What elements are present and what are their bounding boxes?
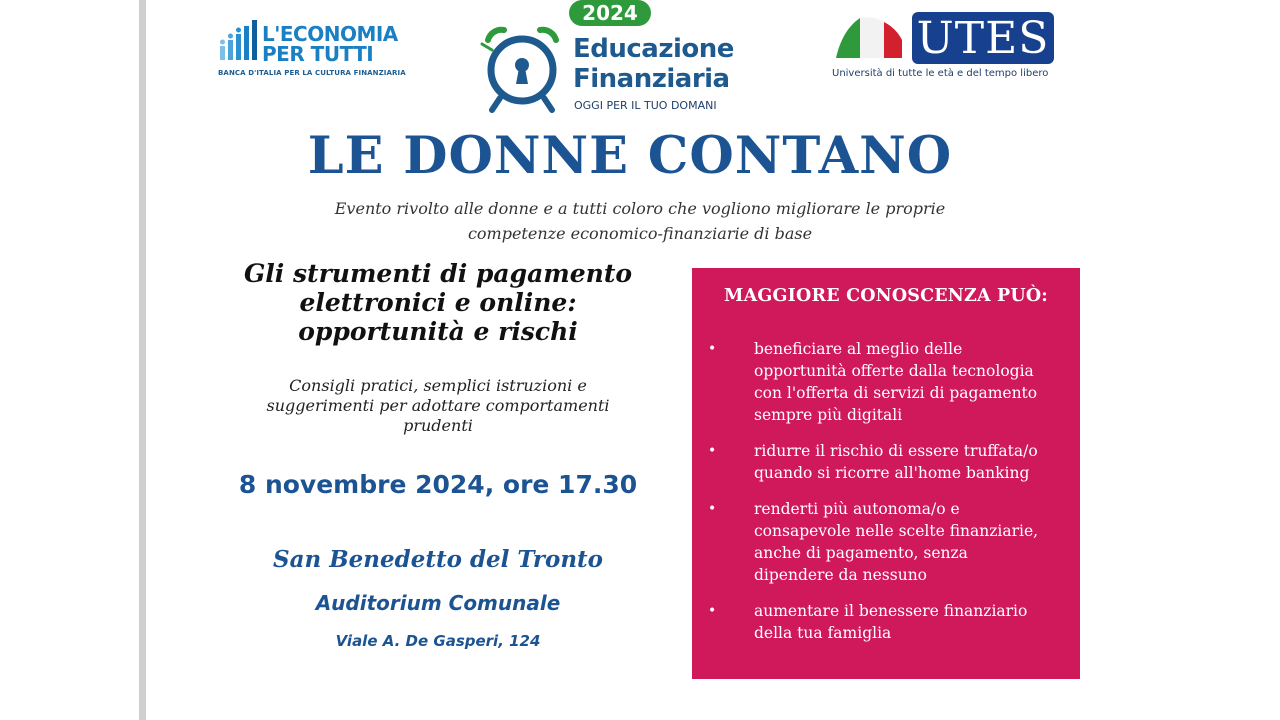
benefits-heading: MAGGIORE CONOSCENZA PUÒ: [724,286,1048,306]
economia-logo-line1: L'ECONOMIA [262,22,398,46]
event-address: Viale A. De Gasperi, 124 [335,632,541,650]
benefits-list [692,338,1080,658]
list-item-text: beneficiare al meglio delle opportunità offerte dalla tecnologia con l'offerta di servizi di pagamento sempre più digitali [754,340,1038,424]
economia-logo-subtitle: BANCA D'ITALIA PER LA CULTURA FINANZIARIA [218,69,406,77]
event-title: LE DONNE CONTANO [307,126,953,186]
event-city: San Benedetto del Tronto [272,546,604,573]
educazione-logo-tagline: OGGI PER IL TUO DOMANI [574,99,717,112]
tips-line: Consigli pratici, semplici istruzioni e [289,376,587,395]
economia-per-tutti-logo [218,14,406,84]
topic-heading [200,259,676,346]
utes-logo [832,12,1062,82]
list-item [692,440,1044,484]
topic-line: opportunità e rischi [298,317,578,346]
year-badge: 2024 [569,0,651,26]
list-item [692,600,1044,644]
educazione-logo-line1: Educazione [573,34,734,64]
bullet-icon: • [708,341,717,357]
event-date: 8 novembre 2024, ore 17.30 [238,470,638,499]
alarm-clock-icon [478,24,566,116]
educazione-logo-line2: Finanziaria [573,64,730,94]
list-item-text: aumentare il benessere finanziario della tua famiglia [754,602,1028,642]
topic-line: Gli strumenti di pagamento [243,259,633,288]
bullet-icon: • [708,603,717,619]
economia-logo-line2: PER TUTTI [262,42,374,66]
subtitle-line: competenze economico-finanziarie di base [467,224,813,243]
tips-line: prudenti [403,416,473,435]
event-venue: Auditorium Comunale [315,591,561,615]
list-item [692,498,1044,586]
list-item [692,338,1044,426]
bullet-icon: • [708,443,717,459]
tips-text [230,376,646,436]
event-subtitle [250,196,1030,246]
bullet-icon: • [708,501,717,517]
educazione-finanziaria-logo [478,0,748,118]
page-edge-divider [139,0,146,720]
list-item-text: renderti più autonoma/o e consapevole nelle scelte finanziarie, anche di pagamento, senza dipendere da nessuno [754,500,1039,584]
subtitle-line: Evento rivolto alle donne e a tutti coloro che vogliono migliorare le proprie [334,199,946,218]
utes-tagline: Università di tutte le età e del tempo libero [832,68,1049,79]
topic-line: elettronici e online: [299,288,577,317]
list-item-text: ridurre il rischio di essere truffata/o quando si ricorre all'home banking [754,442,1038,482]
italian-flag-icon [832,14,906,62]
utes-wordmark: UTES [912,12,1054,64]
benefits-box [692,268,1080,679]
tips-line: suggerimenti per adottare comportamenti [266,396,610,415]
bar-chart-icon [218,18,260,62]
